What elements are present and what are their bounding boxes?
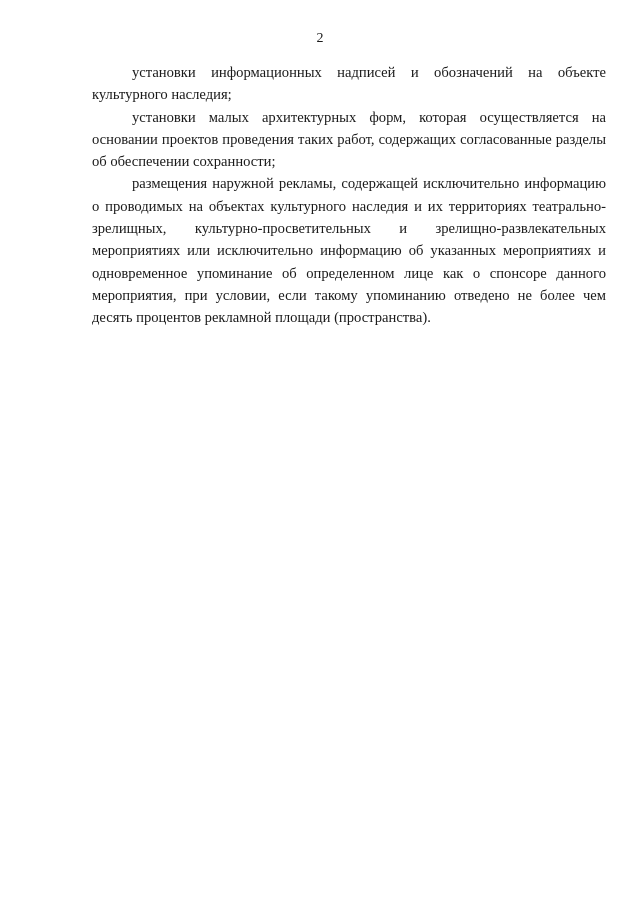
- document-body: [92, 62, 606, 330]
- paragraph-outdoor-advertising: размещения наружной рекламы, содержащей исключительно информацию о проводимых на объектах культурного наследия и их территориях театрально-зрелищных, культурно-просветительных и зрелищно-развлекательных мероприятиях или исключительно информацию об указанных мероприятиях и одновременное упоминание об определенном лице как о спонсоре данного мероприятия, при условии, если такому упоминанию отведено не более чем десять процентов рекламной площади (пространства).: [92, 176, 606, 327]
- page-number: 2: [316, 31, 324, 46]
- paragraph-architectural-forms: установки малых архитектурных форм, которая осуществляется на основании проектов проведения таких работ, содержащих согласованные разделы об обеспечении сохранности;: [92, 109, 606, 171]
- paragraph-info-signs: установки информационных надписей и обозначений на объекте культурного наследия;: [92, 65, 606, 104]
